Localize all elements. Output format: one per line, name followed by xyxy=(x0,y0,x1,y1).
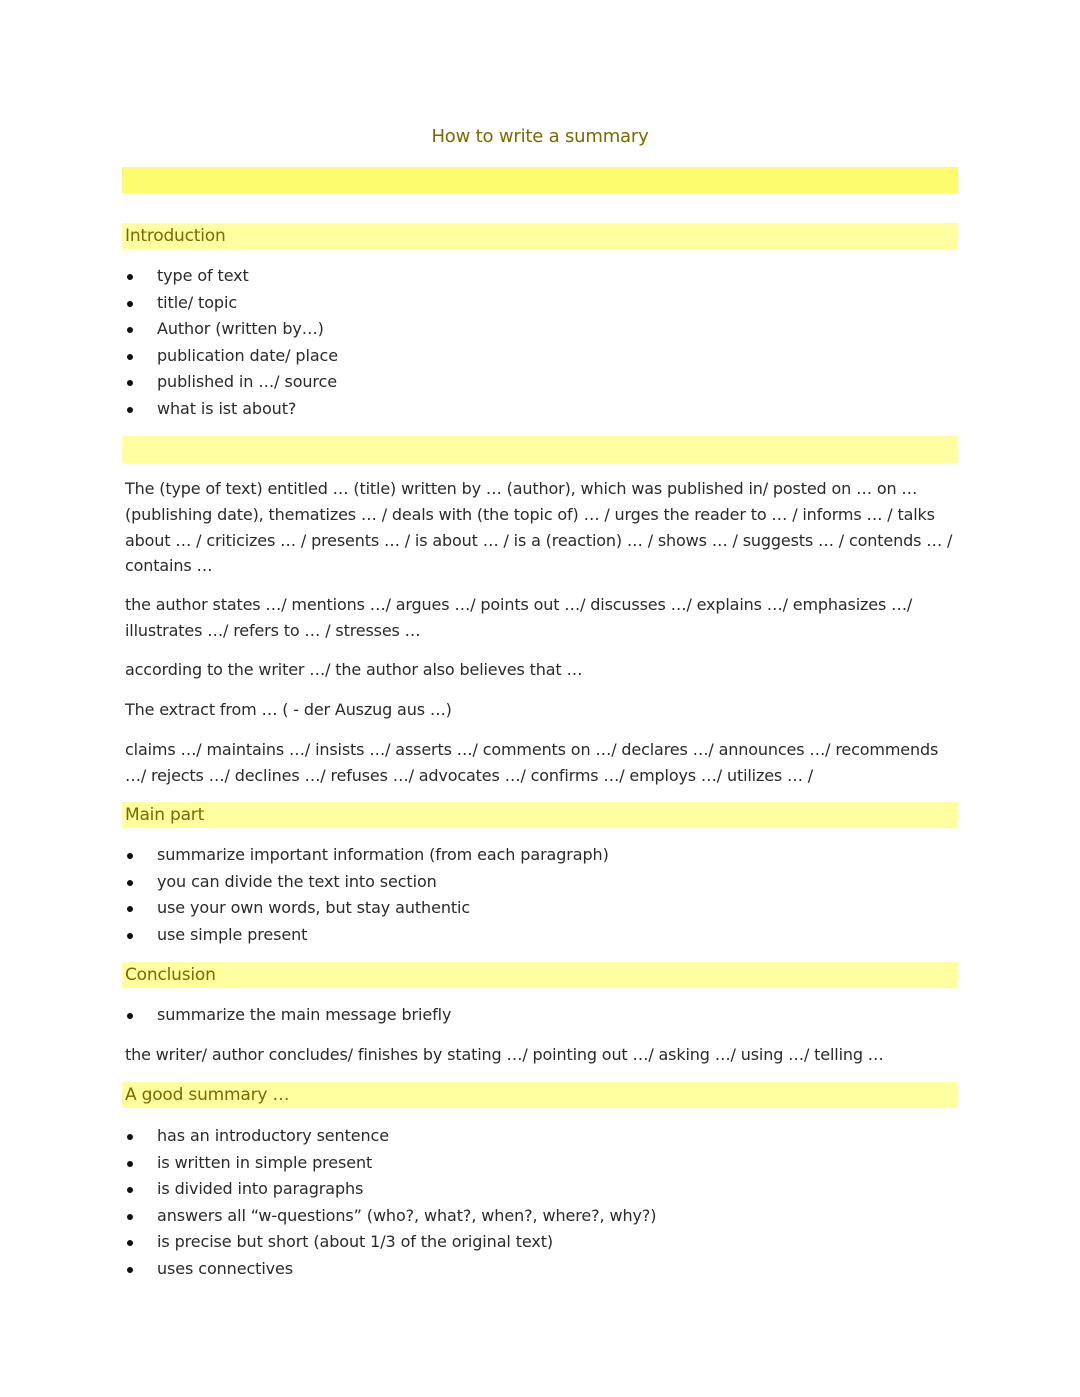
good-summary-list xyxy=(122,1123,656,1283)
title-highlight-band xyxy=(122,167,958,193)
heading-conclusion: Conclusion xyxy=(122,962,958,988)
list-item: what is ist about? xyxy=(122,396,338,423)
document-title: How to write a summary xyxy=(431,126,649,147)
extract-paragraph: The extract from … ( - der Auszug aus …) xyxy=(125,700,452,719)
list-item: answers all “w-questions” (who?, what?, when?, where?, why?) xyxy=(122,1203,656,1230)
section-highlight-band xyxy=(122,436,958,463)
list-item: is precise but short (about 1/3 of the original text) xyxy=(122,1229,656,1256)
heading-main-part: Main part xyxy=(122,802,958,828)
list-item: is written in simple present xyxy=(122,1150,656,1177)
conclusion-paragraph: the writer/ author concludes/ finishes by stating …/ pointing out …/ asking …/ using …/ telling … xyxy=(125,1045,884,1064)
list-item: has an introductory sentence xyxy=(122,1123,656,1150)
introduction-list xyxy=(122,263,338,423)
reporting-verbs-paragraph: claims …/ maintains …/ insists …/ asserts …/ comments on …/ declares …/ announces …/ recommends …/ rejects …/ declines …/ refuses …/ advocates …/ confirms …/ employs …/ utilizes … / xyxy=(125,740,939,785)
list-item: publication date/ place xyxy=(122,343,338,370)
list-item: use simple present xyxy=(122,922,609,949)
conclusion-list xyxy=(122,1002,451,1029)
writer-belief-paragraph: according to the writer …/ the author also believes that … xyxy=(125,660,583,679)
list-item: title/ topic xyxy=(122,290,338,317)
main-part-list xyxy=(122,842,609,948)
heading-introduction: Introduction xyxy=(122,223,958,249)
list-item: Author (written by…) xyxy=(122,316,338,343)
list-item: summarize the main message briefly xyxy=(122,1002,451,1029)
list-item: summarize important information (from each paragraph) xyxy=(122,842,609,869)
heading-good-summary: A good summary … xyxy=(122,1082,958,1108)
list-item: is divided into paragraphs xyxy=(122,1176,656,1203)
list-item: published in …/ source xyxy=(122,369,338,396)
author-verbs-paragraph: the author states …/ mentions …/ argues …/ points out …/ discusses …/ explains …/ emphasizes …/ illustrates …/ refers to … / stresses … xyxy=(125,595,913,640)
list-item: you can divide the text into section xyxy=(122,869,609,896)
list-item: use your own words, but stay authentic xyxy=(122,895,609,922)
list-item: uses connectives xyxy=(122,1256,656,1283)
list-item: type of text xyxy=(122,263,338,290)
intro-template-paragraph: The (type of text) entitled … (title) written by … (author), which was published in/ posted on … on … (publishing date), thematizes … / deals with (the topic of) … / urges the reader to … / informs … / talks about … / criticizes … / presents … / is about … / is a (reaction) … / shows … / suggests … / contends … / contains … xyxy=(125,479,953,576)
